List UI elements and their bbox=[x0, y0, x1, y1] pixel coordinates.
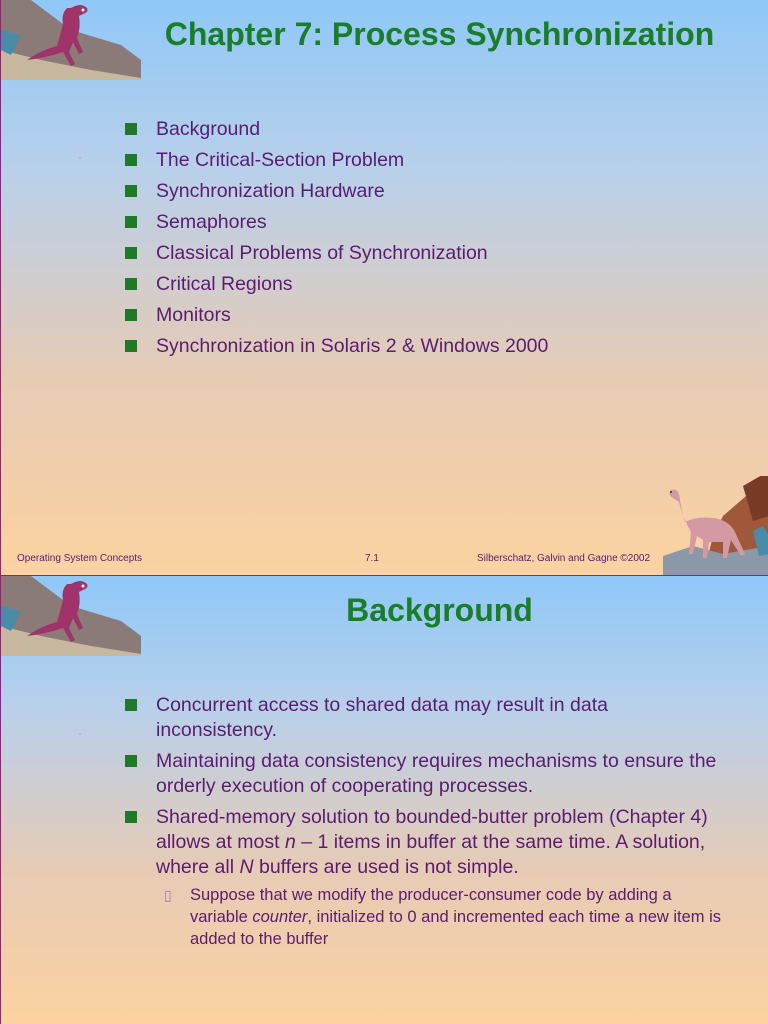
decorative-dot bbox=[79, 157, 81, 159]
green-square-icon bbox=[125, 340, 137, 352]
list-item: Synchronization in Solaris 2 & Windows 2000 bbox=[125, 334, 548, 359]
bullet-list bbox=[125, 117, 548, 365]
list-item: Synchronization Hardware bbox=[125, 179, 548, 204]
sub-bullet-list bbox=[156, 884, 725, 950]
green-square-icon bbox=[125, 278, 137, 290]
footer-book-title: Operating System Concepts bbox=[17, 553, 143, 564]
green-square-icon bbox=[125, 755, 137, 767]
green-square-icon bbox=[125, 699, 137, 711]
green-square-icon bbox=[125, 216, 137, 228]
list-item: Monitors bbox=[125, 303, 548, 328]
footer-authors: Silberschatz, Galvin and Gagne ©2002 bbox=[477, 553, 651, 564]
green-square-icon bbox=[125, 123, 137, 135]
list-item: Semaphores bbox=[125, 210, 548, 235]
green-square-icon bbox=[125, 185, 137, 197]
list-item: Shared-memory solution to bounded-butter problem (Chapter 4) allows at most n – 1 items in buffer at the same time. A solution, where all N buffers are used is not simple. ▯ Suppose that we modify the producer-consumer code by adding a variable counter, initialized to 0 and incremented each time a new item is added to the buffer bbox=[125, 805, 725, 950]
green-square-icon bbox=[125, 247, 137, 259]
list-item: The Critical-Section Problem bbox=[125, 148, 548, 173]
list-item: Maintaining data consistency requires mechanisms to ensure the orderly execution of cooperating processes. bbox=[125, 749, 725, 799]
decorative-dot bbox=[79, 733, 81, 735]
green-square-icon bbox=[125, 154, 137, 166]
footer-page-number: 7.1 bbox=[365, 553, 379, 564]
list-item: Critical Regions bbox=[125, 272, 548, 297]
slide-2 bbox=[0, 576, 768, 1024]
hollow-square-icon: ▯ bbox=[164, 887, 172, 903]
slide-title: Chapter 7: Process Synchronization bbox=[164, 16, 715, 52]
dinosaur-sauropod-icon bbox=[663, 476, 768, 576]
list-item: Classical Problems of Synchronization bbox=[125, 241, 548, 266]
slide-title: Background bbox=[346, 592, 533, 628]
green-square-icon bbox=[125, 309, 137, 321]
bullet-list bbox=[125, 693, 725, 956]
green-square-icon bbox=[125, 811, 137, 823]
list-item: Concurrent access to shared data may result in data inconsistency. bbox=[125, 693, 725, 743]
list-item: Background bbox=[125, 117, 548, 142]
sub-list-item: ▯ Suppose that we modify the producer-consumer code by adding a variable counter, initialized to 0 and incremented each time a new item is added to the buffer bbox=[164, 886, 722, 948]
